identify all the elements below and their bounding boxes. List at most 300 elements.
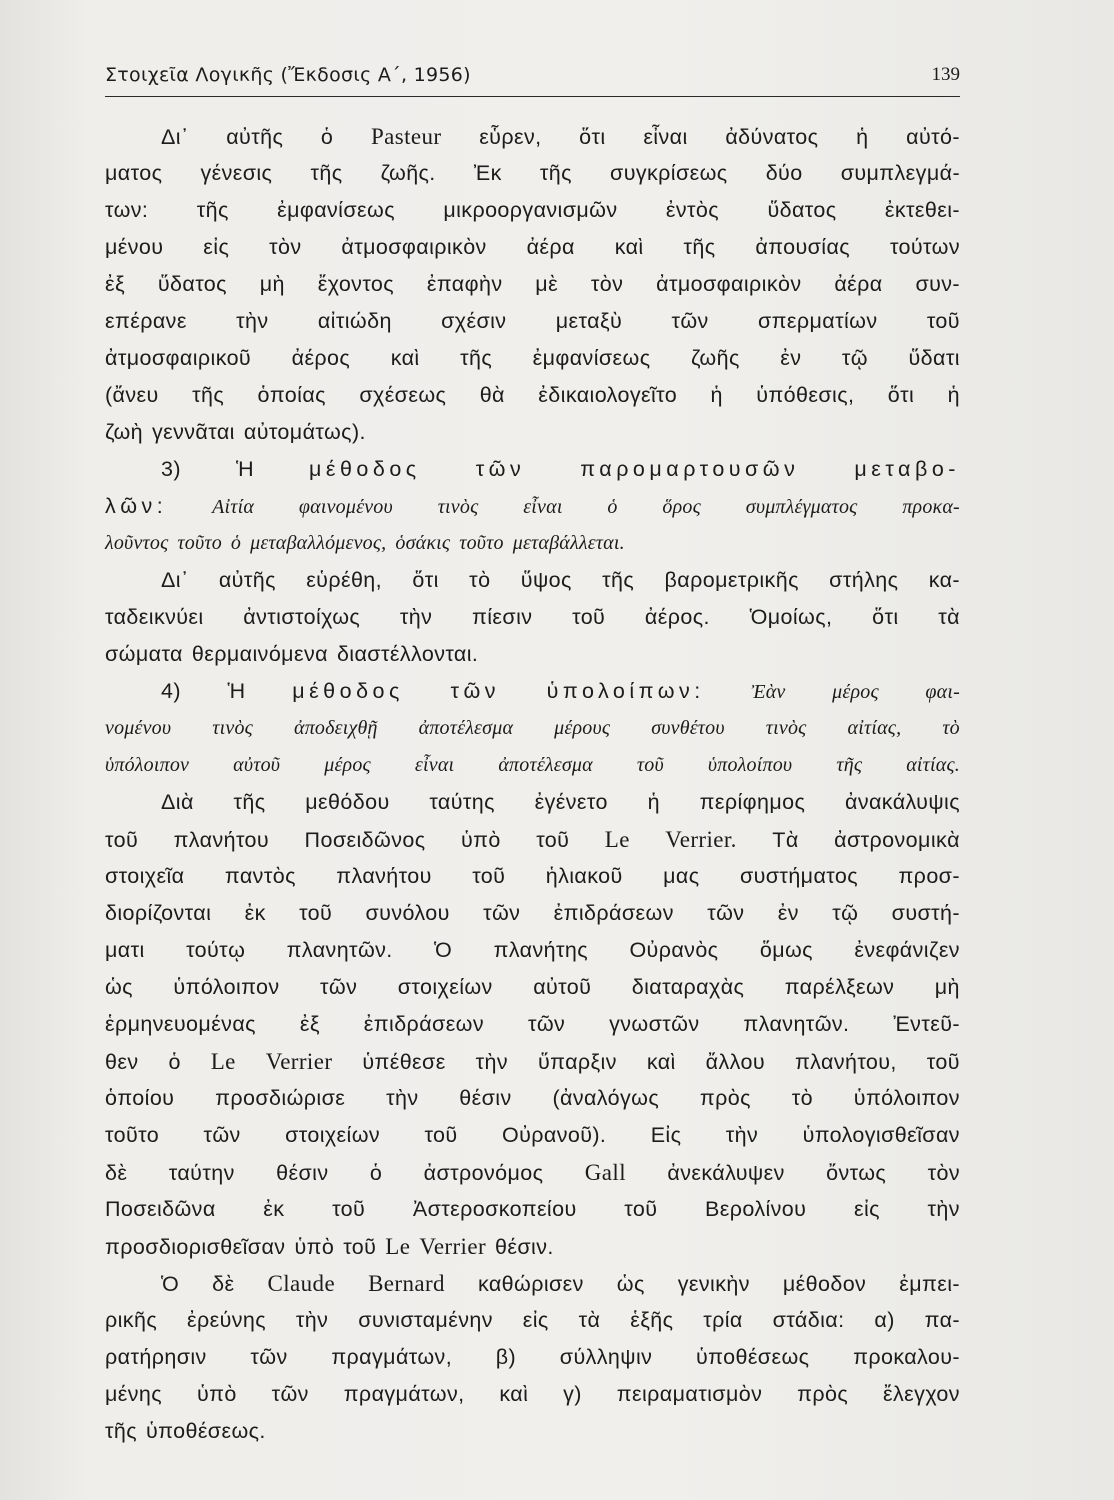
word: Pasteur xyxy=(370,124,442,149)
word: ὑπολοίπου xyxy=(707,754,793,776)
word: μέρους xyxy=(554,717,611,739)
word: ὅτι xyxy=(579,125,606,149)
text-line xyxy=(105,1043,960,1080)
word: αἰτιώδη xyxy=(317,309,392,333)
word: συν- xyxy=(915,272,960,296)
text-line xyxy=(105,525,960,562)
word: αὐτοῦ xyxy=(233,754,281,776)
word: ὑπολογισθεῖσαν xyxy=(802,1123,960,1147)
word: (ἄνευ xyxy=(105,383,159,407)
word: ἐν xyxy=(780,346,802,370)
word: ἐν xyxy=(777,901,799,925)
word: ἡ xyxy=(856,125,869,149)
text-line xyxy=(105,821,960,858)
word: Τὰ xyxy=(772,828,799,852)
word: ἐμπει- xyxy=(899,1272,960,1296)
text-line xyxy=(105,155,960,192)
word: ἀέρος. xyxy=(644,605,710,629)
word: ἐρεύνης xyxy=(186,1308,266,1332)
word: θέσιν xyxy=(276,1161,329,1185)
word: μὴ xyxy=(934,975,960,999)
word: ὑπὸ xyxy=(196,1382,237,1406)
word: πίεσιν xyxy=(472,605,533,629)
running-title: Στοιχεῖα Λογικῆς (Ἔκδοσις Α΄, 1956) xyxy=(105,64,471,86)
word: ἀτμοσφαιρικοῦ xyxy=(105,346,252,370)
word: αἰτίας, xyxy=(847,717,902,739)
word: τοῦ xyxy=(299,901,333,925)
word: τῶν xyxy=(483,901,521,925)
word: συστήματος xyxy=(739,864,859,888)
text-line xyxy=(105,1265,960,1302)
text-line xyxy=(105,414,960,451)
text-line xyxy=(105,1339,960,1376)
word: τῆς xyxy=(196,198,229,222)
word: συμπλεγμά- xyxy=(840,161,960,185)
word: στοιχείων xyxy=(397,975,493,999)
word: ἑρμηνευομένας xyxy=(105,1012,256,1036)
word: συμπλέγματος xyxy=(745,496,858,518)
word: εἶναι xyxy=(643,125,688,149)
word: ἐπαφὴν xyxy=(426,272,503,296)
word: ὡς xyxy=(616,1272,645,1296)
word: ἡλιακοῦ xyxy=(545,864,623,888)
text-line xyxy=(105,599,960,636)
word: προκα- xyxy=(902,496,960,518)
word: τῆς xyxy=(310,161,343,185)
word: Ὁ xyxy=(434,938,453,962)
word: Ἐντεῦ- xyxy=(893,1012,960,1036)
word: ἐξ xyxy=(105,272,126,296)
word: τῶν xyxy=(707,901,745,925)
text-line xyxy=(105,784,960,821)
word: κα- xyxy=(928,568,960,592)
word: ρατήρησιν xyxy=(105,1345,207,1369)
word: ταδεικνύει xyxy=(105,605,204,629)
text-line xyxy=(105,1228,960,1265)
word: ἐκ xyxy=(244,901,266,925)
word: Le xyxy=(210,1049,236,1074)
word: ὕδατος xyxy=(767,198,837,222)
word: σώματα xyxy=(105,642,183,666)
word: εἰς xyxy=(853,1197,880,1221)
word: Ποσειδῶνος xyxy=(304,828,426,852)
word: ἄλλου xyxy=(705,1050,765,1074)
word: επέρανε xyxy=(105,309,187,333)
word: ὕδατος xyxy=(157,272,227,296)
word: δὲ xyxy=(105,1161,128,1185)
word: ἀέρα xyxy=(526,235,575,259)
word: τοῦ xyxy=(926,309,960,333)
word: πλανήτης xyxy=(493,938,589,962)
word: τῶν xyxy=(271,1382,309,1406)
word: διαστέλλονται. xyxy=(336,642,479,666)
word: Ἀστεροσκοπείου xyxy=(412,1197,577,1221)
word: ζωῆς. xyxy=(380,161,436,185)
word: Ὁ xyxy=(161,1272,180,1296)
word: τῆς xyxy=(233,790,266,814)
word: Le xyxy=(604,827,630,852)
word: ὕδατι xyxy=(908,346,960,370)
word: ἔλεγχον xyxy=(883,1382,960,1406)
word: Ἡ xyxy=(227,679,246,703)
word: ἐγένετο xyxy=(534,790,608,814)
word: ζωῆς xyxy=(690,346,740,370)
text-line xyxy=(105,266,960,303)
word: ὄντως xyxy=(826,1161,887,1185)
word: παρέλξεων xyxy=(784,975,895,999)
word: μεταβάλλεται. xyxy=(512,532,625,554)
word: διορίζονται xyxy=(105,901,212,925)
word: ὑποθέσεως. xyxy=(146,1419,266,1443)
word: ἐκ xyxy=(263,1197,285,1221)
word: παντὸς xyxy=(224,864,296,888)
word: ἀνακάλυψις xyxy=(845,790,960,814)
word: στάδια: xyxy=(772,1308,845,1332)
word: τὰ xyxy=(938,605,960,629)
word: εἶναι xyxy=(523,496,563,518)
word: νομένου xyxy=(105,717,172,739)
word: Bernard xyxy=(368,1271,445,1296)
word: τοῦ xyxy=(105,828,139,852)
word: β) xyxy=(495,1345,517,1369)
word: προκαλου- xyxy=(853,1345,960,1369)
word: θεν xyxy=(105,1050,139,1074)
word: ἀστρονομικὰ xyxy=(834,828,960,852)
word: ἐντὸς xyxy=(665,198,720,222)
word: πλανητῶν. xyxy=(743,1012,850,1036)
word: μὲ xyxy=(535,272,559,296)
word: συνισταμένην xyxy=(358,1308,493,1332)
word: τὴν xyxy=(399,605,433,629)
word: τὸ xyxy=(942,717,960,739)
word: μέρος xyxy=(832,681,879,703)
text-line xyxy=(105,562,960,599)
word: γένεσις xyxy=(200,161,273,185)
word: εἰς xyxy=(522,1308,549,1332)
word: τοῦ xyxy=(343,1235,377,1259)
word: μικροοργανισμῶν xyxy=(443,198,618,222)
word: ὁ xyxy=(230,532,242,554)
word: ὁ xyxy=(168,1050,181,1074)
text-line xyxy=(105,1413,960,1450)
text-line xyxy=(105,1080,960,1117)
word: θέσιν xyxy=(459,1086,512,1110)
word: μεταβο- xyxy=(854,457,960,481)
word: τῶν xyxy=(671,309,709,333)
word: αἰτίας. xyxy=(906,754,960,776)
word: Verrier xyxy=(419,1234,487,1259)
text-line xyxy=(105,969,960,1006)
word: ὁσάκις xyxy=(395,532,451,554)
body-text xyxy=(105,118,960,1450)
word: ὁ xyxy=(607,496,618,518)
word: πρὸς xyxy=(797,1382,849,1406)
word: ὅμως xyxy=(759,938,813,962)
word: Ποσειδῶνα xyxy=(105,1197,216,1221)
word: ὕπαρξιν xyxy=(537,1050,617,1074)
word: καὶ xyxy=(646,1050,676,1074)
word: τρία xyxy=(703,1308,743,1332)
word: ἑξῆς xyxy=(630,1308,674,1332)
word: πρὸς xyxy=(699,1086,751,1110)
word: 3) xyxy=(161,457,181,481)
word: μὴ xyxy=(259,272,285,296)
word: αὐτομάτως). xyxy=(243,420,366,444)
word: εἶναι xyxy=(414,754,455,776)
word: μεταξὺ xyxy=(555,309,623,333)
word: ὑπέθεσε xyxy=(362,1050,446,1074)
word: ἀνεκάλυψεν xyxy=(667,1161,785,1185)
word: θέσιν. xyxy=(495,1235,554,1259)
text-line xyxy=(105,636,960,673)
word: μένης xyxy=(105,1382,163,1406)
word: πλανήτου, xyxy=(794,1050,897,1074)
word: μέρος xyxy=(324,754,371,776)
word: τοῦ xyxy=(536,828,570,852)
word: Βερολίνου xyxy=(705,1197,807,1221)
word: ἀντιστοίχως xyxy=(243,605,361,629)
word: πειραματισμὸν xyxy=(616,1382,763,1406)
word: δύο xyxy=(765,161,803,185)
word: εὗρεν, xyxy=(479,125,542,149)
word: μέθοδον xyxy=(782,1272,867,1296)
word: μεθόδου xyxy=(305,790,390,814)
word: μας xyxy=(663,864,700,888)
word: ὅτι xyxy=(887,383,915,407)
text-line xyxy=(105,1117,960,1154)
word: γνωστῶν xyxy=(609,1012,700,1036)
word: τοῦ xyxy=(472,864,506,888)
word: ὑπόλοιπον xyxy=(853,1086,960,1110)
word: λῶν: xyxy=(105,494,168,518)
word: τῆς xyxy=(836,754,863,776)
word: ὁποίας xyxy=(257,383,326,407)
word: ὁ xyxy=(320,125,334,149)
word: θερμαινόμενα xyxy=(191,642,328,666)
word: Οὐρανοῦ). xyxy=(501,1123,607,1147)
word: Δι᾽ xyxy=(161,125,189,149)
word: ἀπουσίας xyxy=(755,235,851,259)
text-line xyxy=(105,229,960,266)
word: περίφημος xyxy=(699,790,806,814)
text-line xyxy=(105,192,960,229)
word: πραγμάτων, xyxy=(343,1382,465,1406)
word: δὲ xyxy=(212,1272,235,1296)
word: παρομαρτουσῶν xyxy=(580,457,800,481)
word: τὸν xyxy=(927,1161,960,1185)
word: τῆς xyxy=(192,383,225,407)
word: ματος xyxy=(105,161,163,185)
word: αὐτῆς xyxy=(226,125,284,149)
word: Οὐρανὸς xyxy=(629,938,719,962)
word: τὸν xyxy=(269,235,302,259)
word: Claude xyxy=(267,1271,336,1296)
word: τὴν xyxy=(927,1197,960,1221)
word: γεννᾶται xyxy=(152,420,235,444)
word: τὸ xyxy=(469,568,491,592)
word: τῶν xyxy=(527,1012,566,1036)
word: σχέσεως xyxy=(359,383,447,407)
word: καὶ xyxy=(614,235,644,259)
word: αὐτῆς xyxy=(218,568,276,592)
word: ὑπολοίπων: xyxy=(546,679,705,703)
word: τῶν xyxy=(450,679,501,703)
word: Ἡ xyxy=(235,457,254,481)
text-line xyxy=(105,340,960,377)
word: γ) xyxy=(563,1382,582,1406)
word: τοῦ xyxy=(926,1050,960,1074)
word: Διὰ xyxy=(161,790,194,814)
word: ὑπόλοιπον xyxy=(173,975,280,999)
word: στοιχεῖα xyxy=(105,864,185,888)
word: τοῦ xyxy=(424,1123,458,1147)
word: σύλληψιν xyxy=(559,1345,653,1369)
word: θὰ xyxy=(479,383,505,407)
word: τὰ xyxy=(578,1308,601,1332)
word: τῶν xyxy=(203,1123,241,1147)
text-line xyxy=(105,1154,960,1191)
word: τῆς xyxy=(683,235,716,259)
word: ἐπιδράσεων xyxy=(363,1012,485,1036)
text-line xyxy=(105,1376,960,1413)
word: ταύτην xyxy=(168,1161,235,1185)
word: ὡς xyxy=(105,975,133,999)
word: προσ- xyxy=(898,864,960,888)
word: τὴν xyxy=(236,309,269,333)
word: ὕψος xyxy=(520,568,572,592)
word: τοῦ xyxy=(636,754,664,776)
word: ἡ xyxy=(647,790,660,814)
word: Verrier xyxy=(265,1049,333,1074)
word: σπερματίων xyxy=(757,309,878,333)
word: συστή- xyxy=(891,901,960,925)
text-line xyxy=(105,488,960,525)
word: μέθοδος xyxy=(292,679,404,703)
text-line xyxy=(105,710,960,747)
word: τῆς xyxy=(105,1419,138,1443)
word: συνθέτου xyxy=(651,717,725,739)
word: μεταβαλλόμενος, xyxy=(250,532,387,554)
word: διαταραχὰς xyxy=(631,975,745,999)
word: εὑρέθη, xyxy=(306,568,383,592)
word: ὑπόλοιπον xyxy=(105,754,190,776)
word: τὴν xyxy=(386,1086,419,1110)
word: ἀποδειχθῇ xyxy=(294,717,378,739)
word: τῶν xyxy=(250,1345,288,1369)
word: τὸ xyxy=(791,1086,813,1110)
word: ἐμφανίσεως xyxy=(277,198,395,222)
word: Ἐκ xyxy=(473,161,502,185)
word: εἰς xyxy=(203,235,230,259)
word: γενικὴν xyxy=(677,1272,750,1296)
word: καὶ xyxy=(390,346,420,370)
word: ἡ xyxy=(947,383,960,407)
text-line xyxy=(105,673,960,710)
text-line xyxy=(105,303,960,340)
word: τῶν xyxy=(320,975,358,999)
word: ἀδύνατος xyxy=(725,125,819,149)
word: ὅτι xyxy=(872,605,899,629)
word: συγκρίσεως xyxy=(610,161,728,185)
word: λοῦντος xyxy=(105,532,169,554)
word: των: xyxy=(105,198,149,222)
word: μένου xyxy=(105,235,164,259)
word: τῷ xyxy=(841,346,868,370)
word: ἐδικαιολογεῖτο xyxy=(538,383,678,407)
word: Εἰς xyxy=(650,1123,682,1147)
text-line xyxy=(105,1302,960,1339)
word: ἀτμοσφαιρικὸν xyxy=(341,235,487,259)
word: καὶ xyxy=(499,1382,529,1406)
word: τοῦ xyxy=(572,605,606,629)
word: προσδιώρισε xyxy=(215,1086,346,1110)
word: Verrier. xyxy=(665,827,737,852)
text-line xyxy=(105,1006,960,1043)
text-line xyxy=(105,1191,960,1228)
word: ἀποτέλεσμα xyxy=(418,717,514,739)
word: 4) xyxy=(161,679,181,703)
page-number: 139 xyxy=(931,64,960,85)
word: ἐμφανίσεως xyxy=(532,346,651,370)
word: ἐνεφάνιζεν xyxy=(854,938,960,962)
text-line xyxy=(105,451,960,488)
word: ἡ xyxy=(710,383,723,407)
word: τὸν xyxy=(590,272,624,296)
word: Gall xyxy=(584,1160,626,1185)
word: καθώρισεν xyxy=(477,1272,584,1296)
word: ἐκτεθει- xyxy=(884,198,960,222)
word: Ὁμοίως, xyxy=(749,605,833,629)
word: ἐπιδράσεων xyxy=(553,901,674,925)
word: τοῦτο xyxy=(105,1123,160,1147)
word: Ἐὰν xyxy=(751,681,786,703)
text-line xyxy=(105,858,960,895)
word: ὁποίου xyxy=(105,1086,175,1110)
word: Αἰτία xyxy=(212,496,255,518)
word: ἀτμοσφαιρικὸν xyxy=(656,272,802,296)
word: πλανήτου xyxy=(173,828,270,852)
text-line xyxy=(105,895,960,932)
word: ὁ xyxy=(369,1161,383,1185)
word: τοῦ xyxy=(624,1197,658,1221)
word: τῶν xyxy=(475,457,526,481)
word: ματι xyxy=(105,938,145,962)
word: τῷ xyxy=(832,901,859,925)
word: αὐτό- xyxy=(906,125,960,149)
word: τούτῳ xyxy=(186,938,246,962)
word: μέθοδος xyxy=(308,457,421,481)
word: τινὸς xyxy=(212,717,253,739)
word: ὑπὸ xyxy=(460,828,501,852)
word: ὑπὸ xyxy=(294,1235,335,1259)
word: βαρομετρικῆς xyxy=(664,568,799,592)
word: (ἀναλόγως xyxy=(552,1086,660,1110)
word: τοῦτο xyxy=(177,532,222,554)
word: φαινομένου xyxy=(298,496,393,518)
text-line xyxy=(105,118,960,155)
word: τῆς xyxy=(539,161,572,185)
word: τῆς xyxy=(602,568,635,592)
word: σχέσιν xyxy=(441,309,507,333)
word: ὑπόθεσις, xyxy=(756,383,855,407)
word: φαι- xyxy=(925,681,960,703)
word: τινὸς xyxy=(765,717,807,739)
word: τὴν xyxy=(725,1123,759,1147)
word: τοῦτο xyxy=(459,532,504,554)
word: ἀέρος xyxy=(291,346,351,370)
word: Δι᾽ xyxy=(161,568,189,592)
word: ἀέρα xyxy=(834,272,883,296)
